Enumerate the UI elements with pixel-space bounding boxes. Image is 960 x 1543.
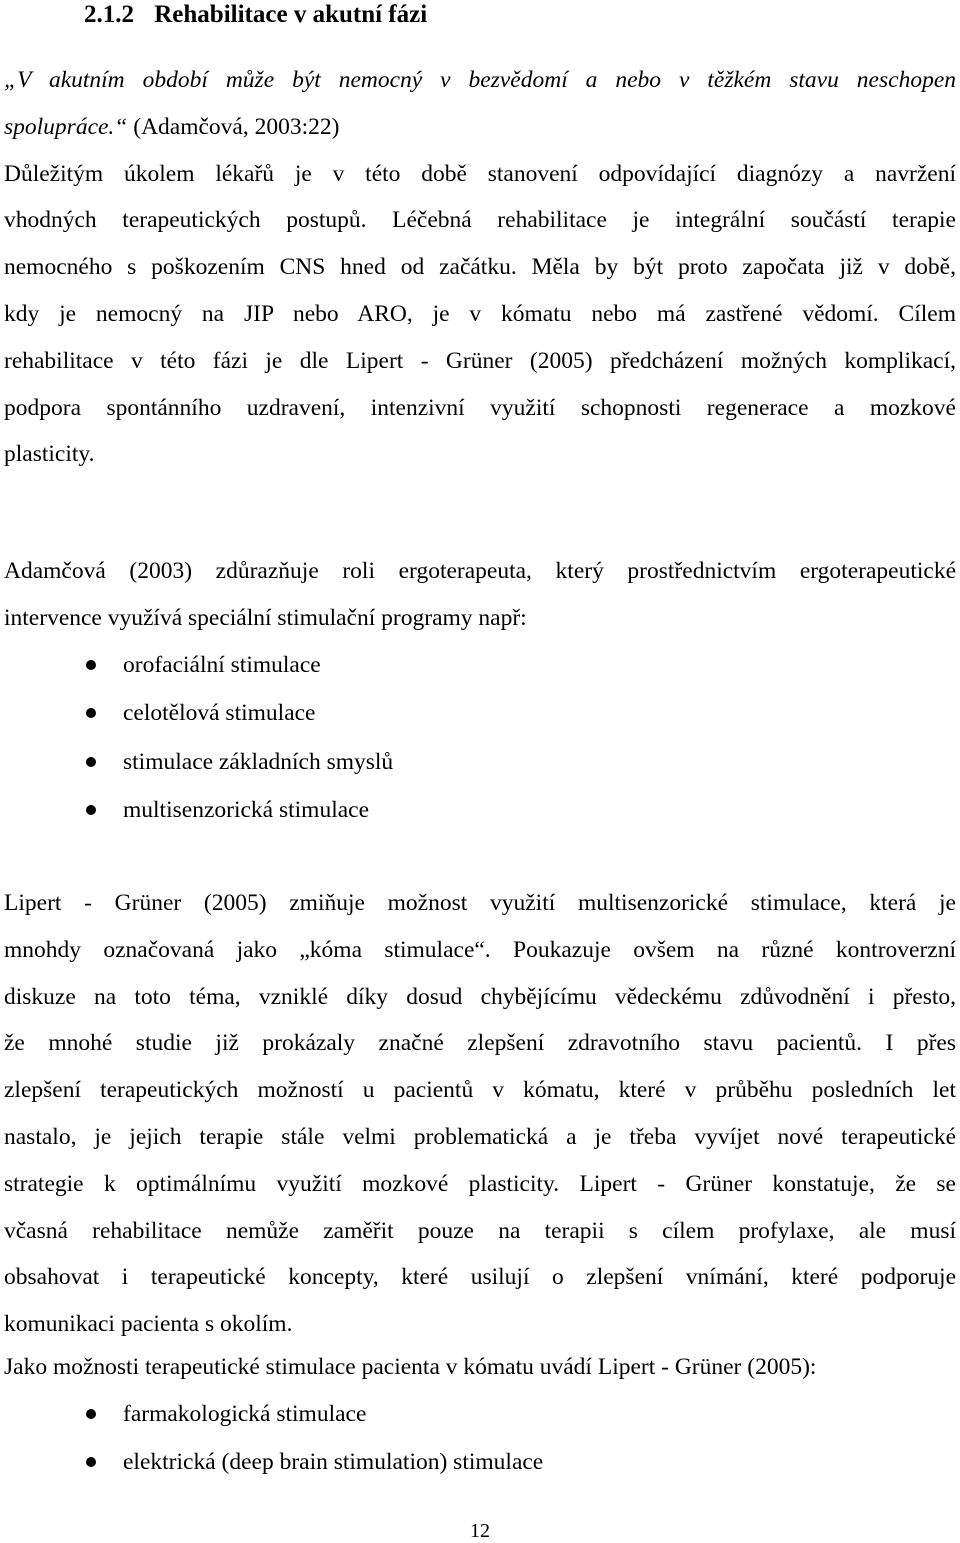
paragraph-line: strategie k optimálnímu využití mozkové plasticity. Lipert - Grüner konstatuje, že se — [4, 1170, 956, 1197]
paragraph-line: rehabilitace v této fázi je dle Lipert - Grüner (2005) předcházení možných komplikací, — [4, 347, 956, 374]
list-item: elektrická (deep brain stimulation) stimulace — [4, 1438, 956, 1486]
paragraph-line: intervence využívá speciální stimulační programy např: — [4, 604, 527, 631]
section-heading — [84, 0, 427, 30]
list-item: celotělová stimulace — [4, 689, 956, 737]
section-title: Rehabilitace v akutní fázi — [154, 1, 428, 28]
bullet-icon — [86, 1457, 96, 1467]
list-item: stimulace základních smyslů — [4, 738, 956, 786]
list-item: orofaciální stimulace — [4, 641, 956, 689]
paragraph-line: Adamčová (2003) zdůrazňuje roli ergoterapeuta, který prostřednictvím ergoterapeutické — [4, 558, 956, 584]
paragraph-line: Důležitým úkolem lékařů je v této době stanovení odpovídající diagnózy a navržení — [4, 160, 956, 187]
paragraph-line: komunikaci pacienta s okolím. — [4, 1311, 293, 1338]
paragraph-line: Jako možnosti terapeutické stimulace pacienta v kómatu uvádí Lipert - Grüner (2005): — [4, 1354, 817, 1380]
paragraph-ergotherapy — [4, 548, 956, 642]
paragraph-multisensory — [4, 880, 956, 1348]
quote-citation-line — [4, 104, 956, 151]
quote-end: spolupráce.“ — [4, 113, 128, 140]
section-number: 2.1.2 — [84, 1, 134, 28]
paragraph-line: mnohdy označovaná jako „kóma stimulace“. Poukazuje ovšem na různé kontroverzní — [4, 936, 956, 963]
paragraph-line: vhodných terapeutických postupů. Léčebná rehabilitace je integrální součástí terapie — [4, 207, 956, 234]
stimulation-program-list — [4, 641, 956, 834]
paragraph-acute-phase — [4, 57, 956, 478]
list-item: multisenzorická stimulace — [4, 786, 956, 834]
bullet-icon — [86, 1409, 96, 1419]
list-item: farmakologická stimulace — [4, 1390, 956, 1438]
paragraph-line: včasná rehabilitace nemůže zaměřit pouze na terapii s cílem profylaxe, ale musí — [4, 1217, 956, 1244]
paragraph-line: diskuze na toto téma, vzniklé díky dosud chybějícímu vědeckému zdůvodnění i přesto, — [4, 983, 956, 1010]
citation: (Adamčová, 2003:22) — [127, 113, 340, 140]
paragraph-line: kdy je nemocný na JIP nebo ARO, je v kómatu nebo má zastřené vědomí. Cílem — [4, 300, 956, 327]
paragraph-line: nemocného s poškozením CNS hned od začátku. Měla by být proto započata již v době, — [4, 254, 956, 281]
page-number: 12 — [470, 1520, 490, 1542]
paragraph-line: podpora spontánního uzdravení, intenzivní využití schopnosti regenerace a mozkové — [4, 394, 956, 421]
bullet-icon — [86, 708, 96, 718]
paragraph-line: plasticity. — [4, 441, 95, 468]
paragraph-coma-stimulation — [4, 1344, 956, 1391]
quote-line: „V akutním období může být nemocný v bezvědomí a nebo v těžkém stavu neschopen — [4, 67, 956, 93]
paragraph-line: obsahovat i terapeutické koncepty, které usilují o zlepšení vnímání, které podporuje — [4, 1264, 956, 1291]
bullet-icon — [86, 805, 96, 815]
paragraph-line: že mnohé studie již prokázaly značné zlepšení zdravotního stavu pacientů. I přes — [4, 1030, 956, 1057]
paragraph-line: zlepšení terapeutických možností u pacientů v kómatu, které v průběhu posledních let — [4, 1077, 956, 1104]
bullet-icon — [86, 757, 96, 767]
bullet-icon — [86, 660, 96, 670]
coma-stimulation-list — [4, 1390, 956, 1487]
paragraph-line: nastalo, je jejich terapie stále velmi problematická a je třeba vyvíjet nové terapeutické — [4, 1123, 956, 1150]
paragraph-line: Lipert - Grüner (2005) zmiňuje možnost využití multisenzorické stimulace, která je — [4, 890, 956, 916]
